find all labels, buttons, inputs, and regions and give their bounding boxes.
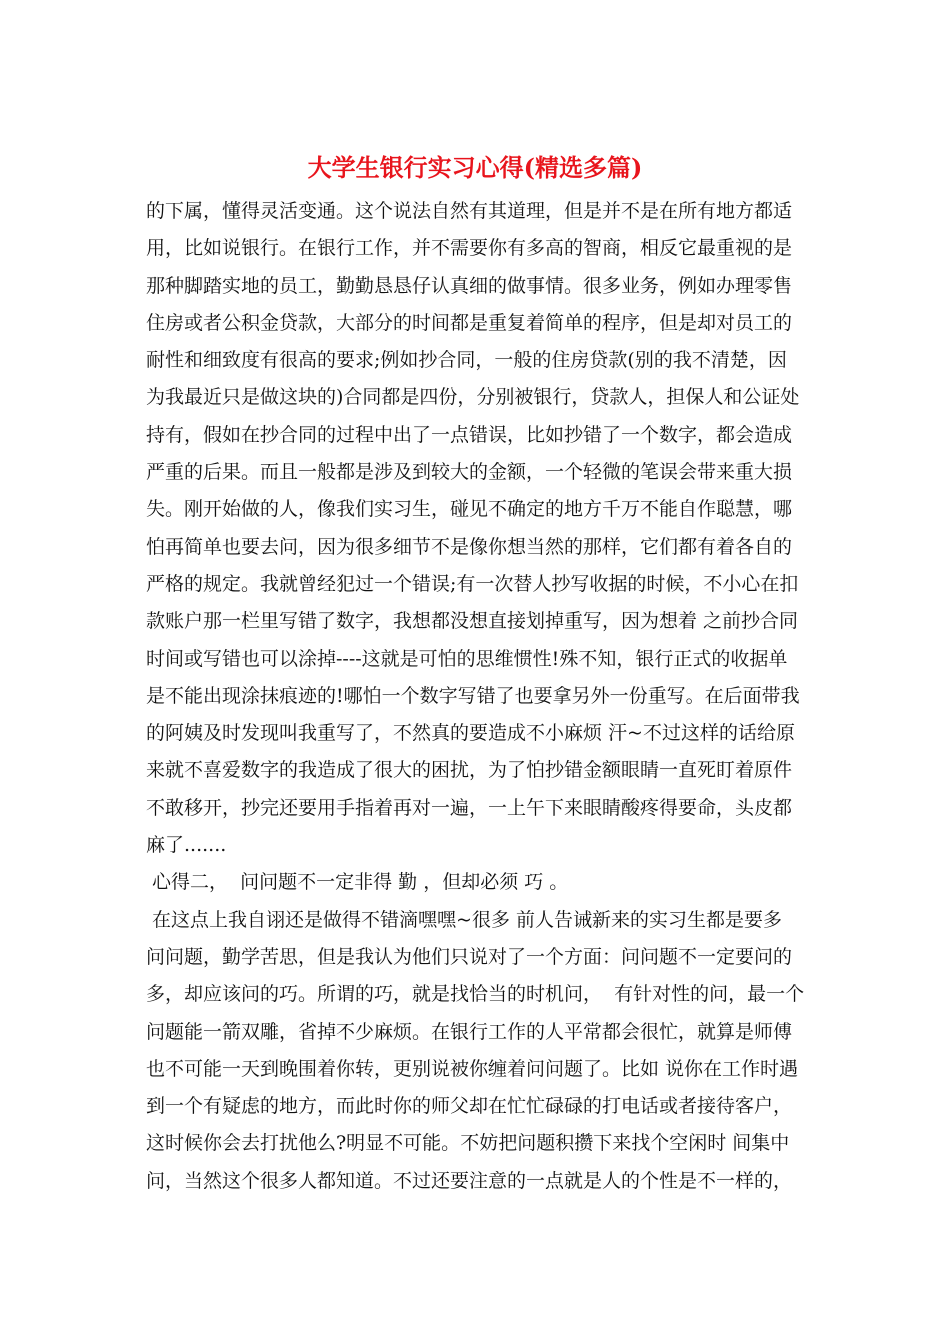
text-line: 来就不喜爱数字的我造成了很大的困扰，为了怕抄错金额眼睛一直死盯着原件: [146, 759, 793, 782]
text-line: 时间或写错也可以涂掉----这就是可怕的思维惯性!殊不知，银行正式的收据单: [146, 647, 788, 670]
text-line: 款账户那一栏里写错了数字，我想都没想直接划掉重写，因为想着 之前抄合同: [146, 610, 799, 633]
text-line: 那种脚踏实地的员工，勤勤恳恳仔认真细的做事情。很多业务，例如办理零售: [146, 274, 793, 297]
text-line: 用，比如说银行。在银行工作，并不需要你有多高的智商，相反它最重视的是: [146, 237, 793, 260]
text-line: 持有，假如在抄合同的过程中出了一点错误，比如抄错了一个数字，都会造成: [146, 423, 793, 446]
text-line: 多，却应该问的巧。所谓的巧，就是找恰当的时机问， 有针对性的问，最一个: [146, 983, 805, 1006]
text-line: 这时候你会去打扰他么?明显不可能。不妨把问题积攒下来找个空闲时 间集中: [146, 1132, 790, 1155]
text-line: 问，当然这个很多人都知道。不过还要注意的一点就是人的个性是不一样的，: [146, 1169, 793, 1192]
text-line: 住房或者公积金贷款，大部分的时间都是重复着简单的程序，但是却对员工的: [146, 311, 793, 334]
text-line: 心得二， 问问题不一定非得 勤 ，但却必须 巧 。: [146, 871, 569, 894]
text-line: 不敢移开，抄完还要用手指着再对一遍，一上午下来眼睛酸疼得要命，头皮都: [146, 796, 793, 819]
text-line: 严重的后果。而且一般都是涉及到较大的金额，一个轻微的笔误会带来重大损: [146, 461, 793, 484]
text-line: 在这点上我自诩还是做得不错滴嘿嘿~很多 前人告诫新来的实习生都是要多: [146, 908, 783, 931]
text-line: 到一个有疑虑的地方，而此时你的师父却在忙忙碌碌的打电话或者接待客户，: [146, 1095, 793, 1118]
text-line: 的下属，懂得灵活变通。这个说法自然有其道理，但是并不是在所有地方都适: [146, 200, 793, 222]
text-line: 问题能一箭双雕，省掉不少麻烦。在银行工作的人平常都会很忙，就算是师傅: [146, 1020, 793, 1043]
text-line: 问问题，勤学苦思，但是我认为他们只说对了一个方面：问问题不一定要问的: [146, 945, 793, 968]
body-text: [146, 193, 816, 1200]
text-line: 失。刚开始做的人，像我们实习生，碰见不确定的地方千万不能自作聪慧，哪: [146, 498, 793, 521]
text-line: 为我最近只是做这块的)合同都是四份，分别被银行，贷款人，担保人和公证处: [146, 386, 800, 409]
page-title: 大学生银行实习心得(精选多篇): [307, 153, 643, 182]
text-line: 怕再简单也要去问，因为很多细节不是像你想当然的那样，它们都有着各自的: [146, 535, 793, 558]
text-line: 的阿姨及时发现叫我重写了，不然真的要造成不小麻烦 汗~不过这样的话给原: [146, 722, 795, 745]
text-line: 耐性和细致度有很高的要求;例如抄合同，一般的住房贷款(别的我不清楚，因: [146, 349, 787, 372]
text-line: 是不能出现涂抹痕迹的!哪怕一个数字写错了也要拿另外一份重写。在后面带我: [146, 684, 800, 707]
text-line: 也不可能一天到晚围着你转，更别说被你缠着问问题了。比如 说你在工作时遇: [146, 1057, 799, 1080]
text-line: 麻了.......: [146, 834, 227, 857]
text-line: 严格的规定。我就曾经犯过一个错误;有一次替人抄写收据的时候，不小心在扣: [146, 572, 799, 595]
